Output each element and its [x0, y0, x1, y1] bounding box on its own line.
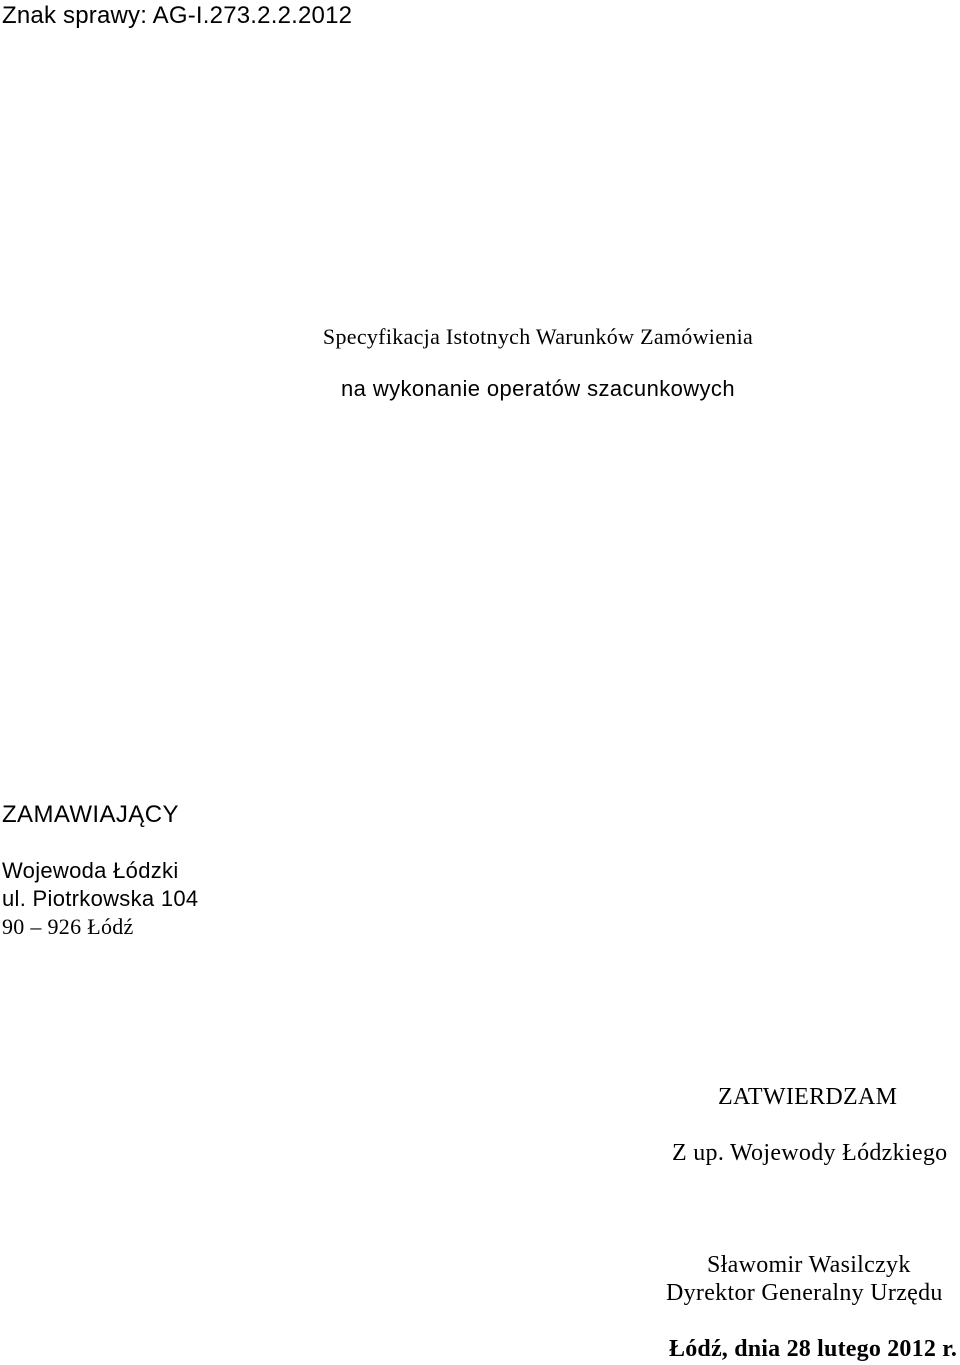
- signer-position: Dyrektor Generalny Urzędu: [666, 1280, 943, 1306]
- orderer-name: Wojewoda Łódzki: [2, 858, 179, 883]
- case-number: Znak sprawy: AG-I.273.2.2.2012: [2, 2, 353, 29]
- orderer-street: ul. Piotrkowska 104: [2, 886, 199, 911]
- approval-heading: ZATWIERDZAM: [718, 1084, 898, 1110]
- orderer-heading: ZAMAWIAJĄCY: [2, 801, 179, 828]
- place-and-date: Łódź, dnia 28 lutego 2012 r.: [669, 1336, 958, 1362]
- orderer-city: 90 – 926 Łódź: [2, 914, 134, 939]
- document-title: Specyfikacja Istotnych Warunków Zamówienia: [322, 324, 754, 349]
- approval-on-behalf: Z up. Wojewody Łódzkiego: [672, 1140, 948, 1166]
- document-subtitle: na wykonanie operatów szacunkowych: [341, 376, 735, 401]
- signer-name: Sławomir Wasilczyk: [707, 1252, 911, 1278]
